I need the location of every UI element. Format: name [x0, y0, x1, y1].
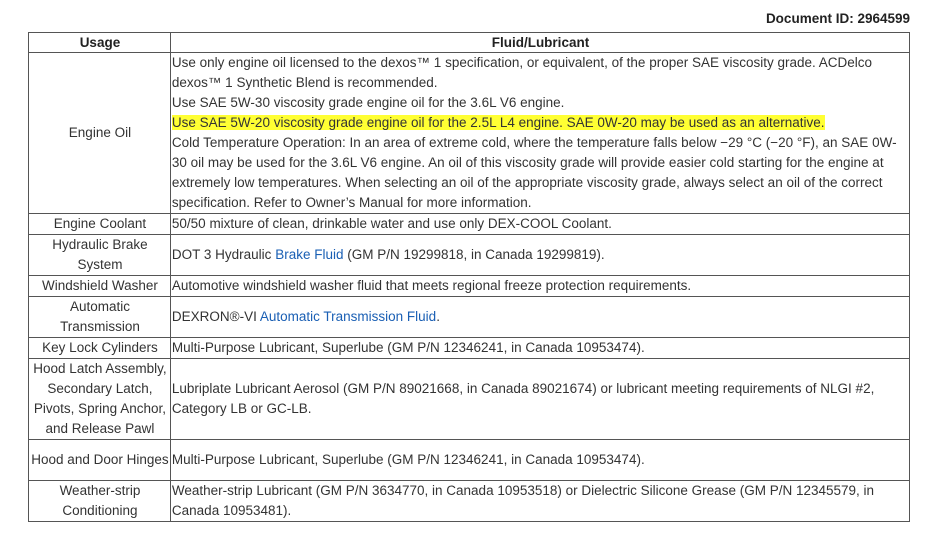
fluid-cell: Automotive windshield washer fluid that meets regional freeze protection requirements. [170, 276, 909, 297]
fluid-cell [170, 297, 909, 338]
engine-oil-l4-text [172, 113, 909, 133]
fluid-cell [170, 235, 909, 276]
usage-cell: Engine Coolant [29, 214, 171, 235]
usage-cell: Automatic Transmission [29, 297, 171, 338]
fluid-cell: Multi-Purpose Lubricant, Superlube (GM P/N 12346241, in Canada 10953474). [170, 440, 909, 481]
transmission-fluid-link[interactable]: Automatic Transmission Fluid [259, 309, 437, 324]
engine-oil-v6-text: Use SAE 5W-30 viscosity grade engine oil for the 3.6L V6 engine. [171, 95, 565, 110]
engine-oil-spec-text: Use only engine oil licensed to the dexos™ 1 specification, or equivalent, of the proper SAE viscosity grade. ACDelco dexos™ 1 Synthetic Blend is recommended. [171, 55, 873, 90]
brake-fluid-prefix: DOT 3 Hydraulic [171, 247, 276, 262]
usage-cell: Windshield Washer [29, 276, 171, 297]
usage-cell: Hydraulic Brake System [29, 235, 171, 276]
fluids-lubricants-table [28, 32, 910, 522]
brake-fluid-link[interactable]: Brake Fluid [275, 247, 344, 262]
fluid-cell: Multi-Purpose Lubricant, Superlube (GM P/N 12346241, in Canada 10953474). [170, 338, 909, 359]
usage-cell: Hood Latch Assembly, Secondary Latch, Pivots, Spring Anchor, and Release Pawl [29, 359, 171, 440]
cold-temperature-text: Cold Temperature Operation: In an area of extreme cold, where the temperature falls below −29 °C (−20 °F), an SAE 0W-30 oil may be used for the 3.6L V6 engine. An oil of this viscosity grade will provide easier cold starting for the engine at extremely low temperatures. When selecting an oil of the appropriate viscosity grade, always select an oil of the correct specification. Refer to Owner’s Manual for more information. [171, 135, 897, 210]
table-row-windshield-washer [29, 276, 910, 297]
table-row-hood-door-hinges [29, 440, 910, 481]
usage-cell: Key Lock Cylinders [29, 338, 171, 359]
fluid-cell: Lubriplate Lubricant Aerosol (GM P/N 89021668, in Canada 89021674) or lubricant meeting requirements of NLGI #2, Category LB or GC-LB. [170, 359, 909, 440]
document-id: Document ID: 2964599 [765, 11, 910, 26]
table-row-hood-latch [29, 359, 910, 440]
usage-cell: Engine Oil [29, 53, 171, 214]
table-row-hydraulic-brake [29, 235, 910, 276]
usage-column-header: Usage [29, 33, 171, 53]
table-row-engine-coolant [29, 214, 910, 235]
highlighted-text: Use SAE 5W-20 viscosity grade engine oil for the 2.5L L4 engine. SAE 0W-20 may be used as an alternative. [171, 115, 825, 130]
fluid-cell [170, 53, 909, 214]
usage-cell: Weather-strip Conditioning [29, 481, 171, 522]
transmission-fluid-prefix: DEXRON®-VI [171, 309, 260, 324]
transmission-fluid-suffix: . [436, 309, 440, 324]
header-row [29, 33, 910, 53]
usage-cell: Hood and Door Hinges [29, 440, 171, 481]
fluid-cell: Weather-strip Lubricant (GM P/N 3634770, in Canada 10953518) or Dielectric Silicone Grease (GM P/N 12345579, in Canada 10953481). [170, 481, 909, 522]
table-row-automatic-transmission [29, 297, 910, 338]
table-row-key-lock-cylinders [29, 338, 910, 359]
fluid-cell: 50/50 mixture of clean, drinkable water and use only DEX-COOL Coolant. [170, 214, 909, 235]
table-row-weather-strip [29, 481, 910, 522]
table-row-engine-oil [29, 53, 910, 214]
brake-fluid-suffix: (GM P/N 19299818, in Canada 19299819). [343, 247, 605, 262]
fluid-column-header: Fluid/Lubricant [170, 33, 909, 53]
